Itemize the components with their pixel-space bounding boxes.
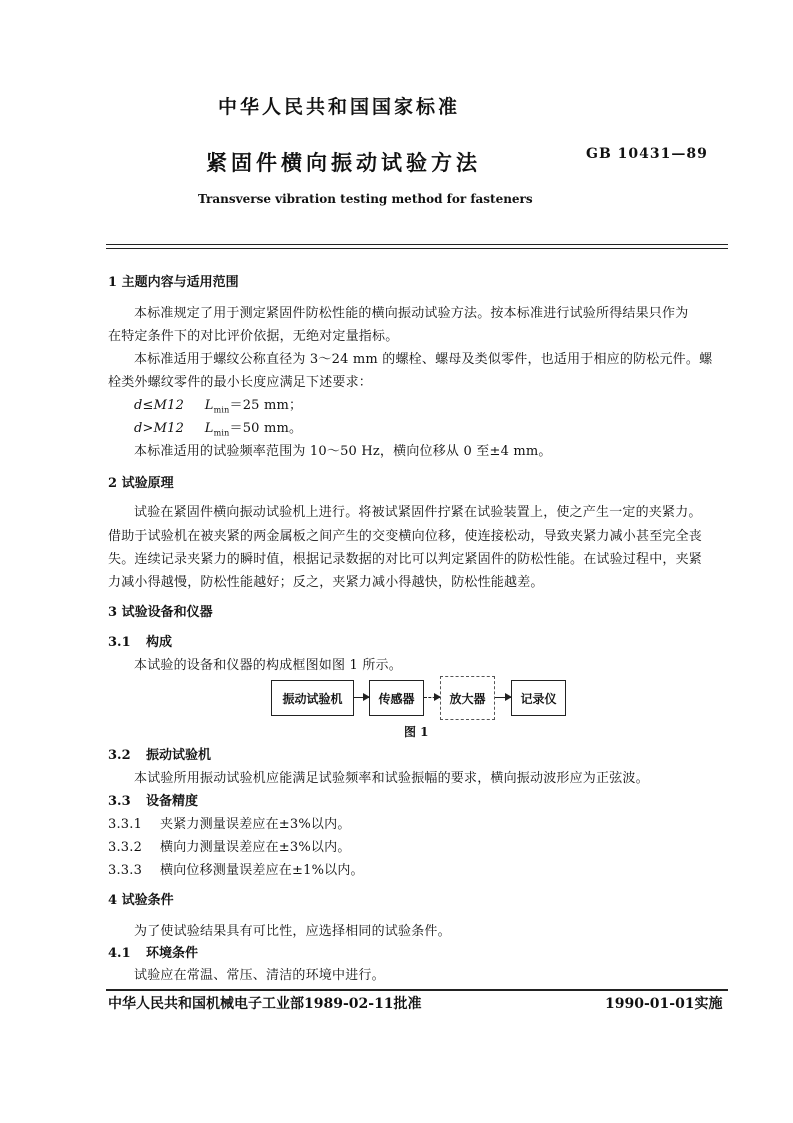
section-3-2-number: 3.2 <box>108 748 131 763</box>
section-3-3-2-text: 横向力测量误差应在±3%以内。 <box>160 840 351 855</box>
section-1-para-1a: 本标准规定了用于测定紧固件防松性能的横向振动试验方法。按本标准进行试验所得结果只作为 <box>134 306 689 321</box>
section-3-1-text: 本试验的设备和仪器的构成框图如图 1 所示。 <box>134 658 402 673</box>
diagram-box-sensor: 传感器 <box>369 680 424 716</box>
requirement-2-subscript: min <box>213 428 230 438</box>
requirement-1-value: ＝25 mm； <box>229 398 303 413</box>
section-3-3-1-number: 3.3.1 <box>108 817 143 832</box>
requirement-1 <box>134 398 302 419</box>
requirement-2-length: L <box>204 421 214 436</box>
section-4-1-text: 试验应在常温、常压、清洁的环境中进行。 <box>134 968 385 983</box>
diagram-arrow-2 <box>424 697 440 698</box>
requirement-2 <box>134 421 302 442</box>
section-2-line-4: 力减小得越慢，防松性能越好；反之，夹紧力减小得越快，防松性能越差。 <box>108 575 544 590</box>
section-3-3-2-number: 3.3.2 <box>108 840 143 855</box>
section-3-heading: 3 试验设备和仪器 <box>108 605 213 620</box>
section-3-2-text: 本试验所用振动试验机应能满足试验频率和试验振幅的要求，横向振动波形应为正弦波。 <box>134 771 649 786</box>
document-title: 紧固件横向振动试验方法 <box>206 150 481 175</box>
header-rule-bottom <box>106 248 728 249</box>
section-4-heading: 4 试验条件 <box>108 893 174 908</box>
requirement-1-condition: d≤M12 <box>134 398 185 413</box>
section-4-1-title: 环境条件 <box>146 946 199 961</box>
section-3-1-title: 构成 <box>146 635 173 650</box>
section-3-3-3-text: 横向位移测量误差应在±1%以内。 <box>160 863 364 878</box>
section-2-line-2: 借助于试验机在被夹紧的两金属板之间产生的交变横向位移，使连接松动，导致夹紧力减小甚至完全丧 <box>108 529 703 544</box>
requirement-1-subscript: min <box>213 405 230 415</box>
requirement-2-value: ＝50 mm。 <box>229 421 303 436</box>
section-4-text: 为了使试验结果具有可比性，应选择相同的试验条件。 <box>134 924 451 939</box>
standard-org-title: 中华人民共和国国家标准 <box>218 96 461 118</box>
section-3-3-1-text: 夹紧力测量误差应在±3%以内。 <box>160 817 351 832</box>
section-1-para-2a: 本标准适用于螺纹公称直径为 3～24 mm 的螺栓、螺母及类似零件，也适用于相应的防松元件。螺 <box>134 352 713 367</box>
diagram-box-amplifier: 放大器 <box>440 676 495 720</box>
approval-line: 中华人民共和国机械电子工业部1989-02-11批准 <box>108 996 422 1012</box>
section-1-para-1b: 在特定条件下的对比评价依据，无绝对定量指标。 <box>108 329 399 344</box>
diagram-box-recorder: 记录仪 <box>511 680 566 716</box>
section-3-1-number: 3.1 <box>108 635 131 650</box>
requirement-1-length: L <box>204 398 214 413</box>
standard-code: GB 10431—89 <box>586 146 708 162</box>
effective-date: 1990-01-01实施 <box>605 996 723 1012</box>
section-3-3-3-number: 3.3.3 <box>108 863 143 878</box>
section-2-line-3: 失。连续记录夹紧力的瞬时值，根据记录数据的对比可以判定紧固件的防松性能。在试验过程中，夹紧 <box>108 552 703 567</box>
diagram-box-vibration-machine: 振动试验机 <box>271 680 354 716</box>
section-3-2-title: 振动试验机 <box>146 748 212 763</box>
footer-rule <box>106 989 728 991</box>
section-1-para-3: 本标准适用的试验频率范围为 10～50 Hz，横向位移从 0 至±4 mm。 <box>134 444 552 459</box>
section-1-heading: 1 主题内容与适用范围 <box>108 275 239 290</box>
section-1-para-2b: 栓类外螺纹零件的最小长度应满足下述要求： <box>108 375 373 390</box>
section-2-line-1: 试验在紧固件横向振动试验机上进行。将被试紧固件拧紧在试验装置上，使之产生一定的夹紧力。 <box>134 505 702 520</box>
requirement-2-condition: d>M12 <box>134 421 185 436</box>
diagram-arrow-3 <box>495 697 511 698</box>
english-title: Transverse vibration testing method for fasteners <box>198 192 533 206</box>
figure-1-caption: 图 1 <box>404 725 429 739</box>
header-rule-top <box>106 244 728 245</box>
section-2-heading: 2 试验原理 <box>108 476 174 491</box>
section-3-3-title: 设备精度 <box>146 794 199 809</box>
section-4-1-number: 4.1 <box>108 946 131 961</box>
section-3-3-number: 3.3 <box>108 794 131 809</box>
diagram-arrow-1 <box>354 697 369 698</box>
